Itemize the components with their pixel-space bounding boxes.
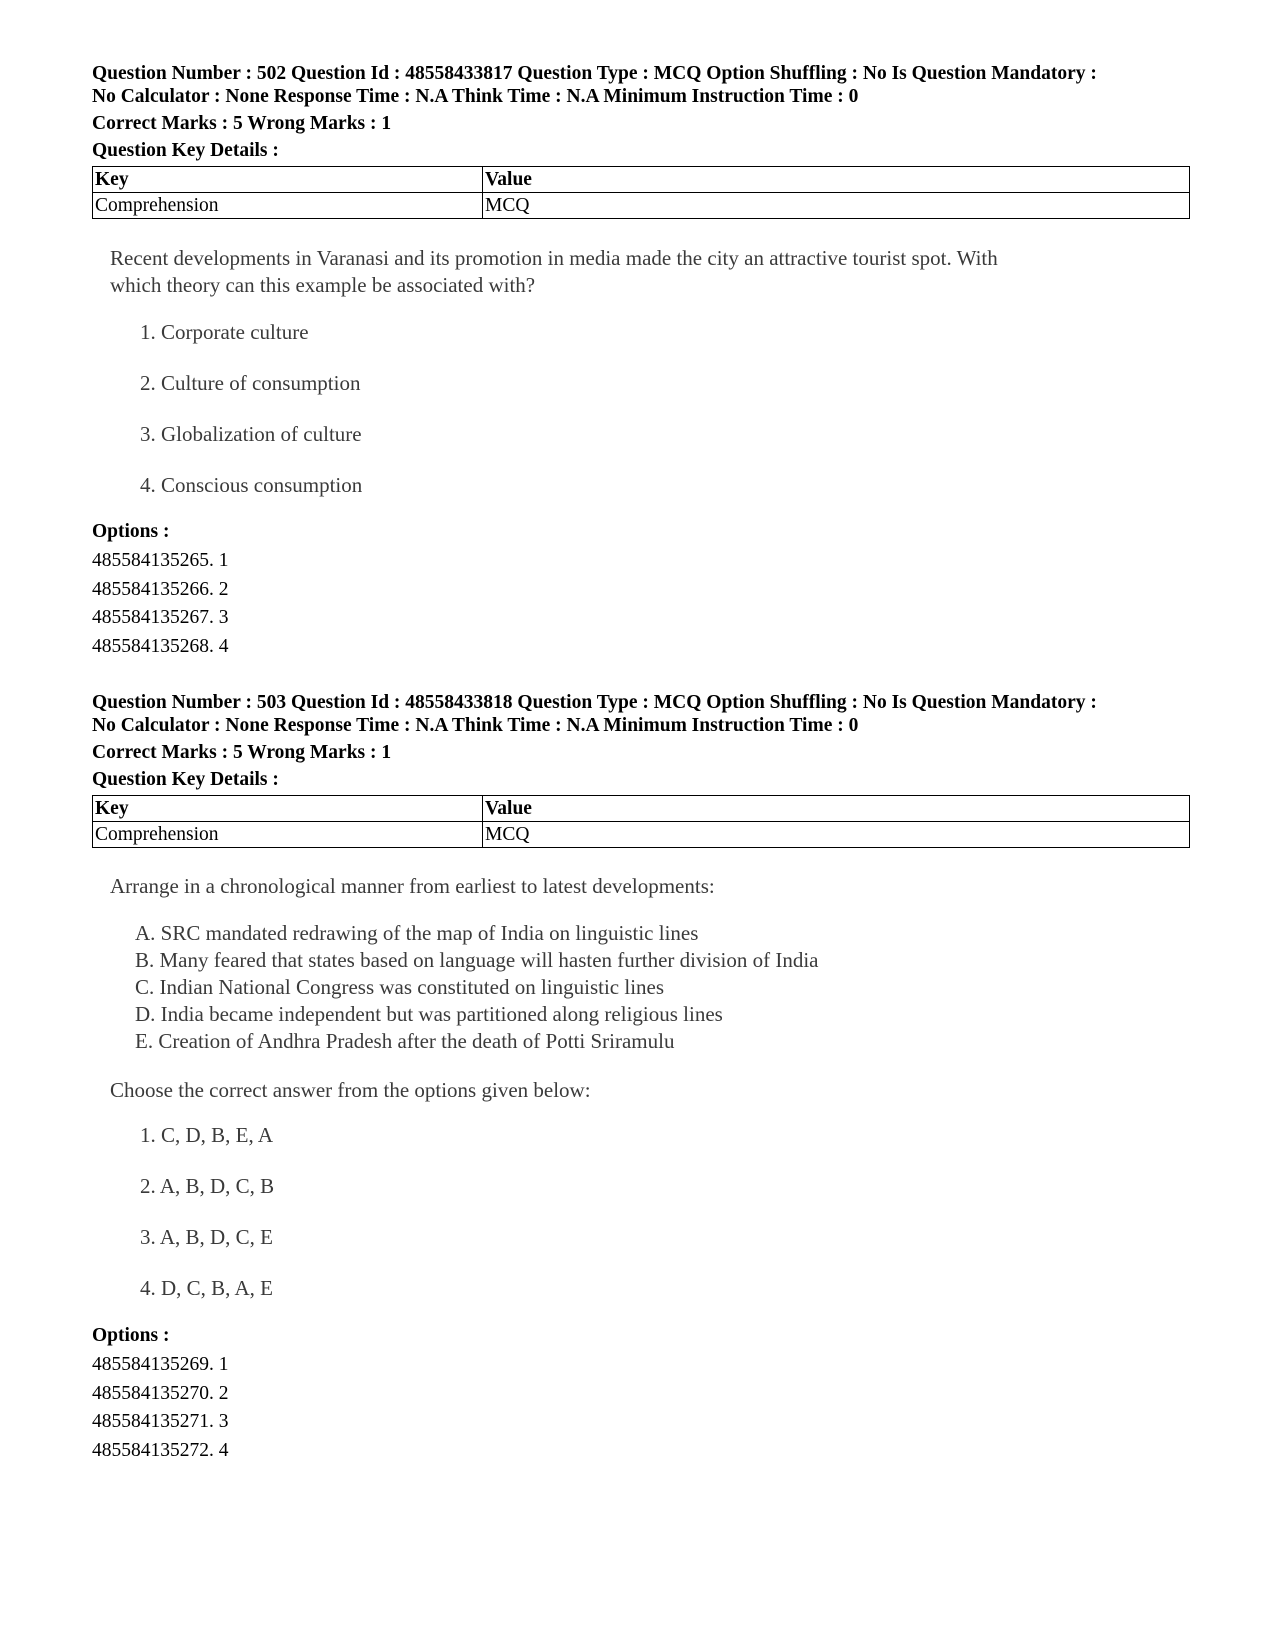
question-meta-line-1: Question Number : 503 Question Id : 48558433818 Question Type : MCQ Option Shuffling : No Is Question Mandatory :: [92, 692, 1097, 713]
question-key-details-label: Question Key Details :: [92, 140, 279, 161]
option-item: 485584135269. 1: [92, 1354, 229, 1375]
option-item: 485584135270. 2: [92, 1382, 229, 1404]
table-header-key: Key: [93, 796, 483, 822]
statement-item: E. Creation of Andhra Pradesh after the death of Potti Sriramulu: [135, 1029, 675, 1053]
choice-item: 1. C, D, B, E, A: [140, 1123, 274, 1147]
options-label: Options :: [92, 521, 170, 542]
question-text-line-1: Recent developments in Varanasi and its promotion in media made the city an attractive tourist spot. With: [110, 246, 998, 270]
option-item: 485584135268. 4: [92, 635, 229, 657]
choice-item: 3. A, B, D, C, E: [140, 1225, 274, 1249]
statement-item: C. Indian National Congress was constituted on linguistic lines: [135, 975, 665, 999]
question-503-body: [110, 873, 1170, 1313]
question-503-options: [92, 1324, 1192, 1465]
statement-item: D. India became independent but was partitioned along religious lines: [135, 1002, 723, 1026]
question-meta: [92, 62, 1192, 108]
question-text-line-2: which theory can this example be associated with?: [110, 273, 536, 297]
question-meta-line-2: No Calculator : None Response Time : N.A Think Time : N.A Minimum Instruction Time : 0: [92, 86, 859, 107]
question-502-options: [92, 520, 1192, 661]
question-key-table: [92, 166, 1190, 219]
question-502-body: [110, 245, 1170, 515]
question-meta-line-1: Question Number : 502 Question Id : 48558433817 Question Type : MCQ Option Shuffling : No Is Question Mandatory :: [92, 63, 1097, 84]
question-key-table: [92, 795, 1190, 848]
question-marks: Correct Marks : 5 Wrong Marks : 1: [92, 742, 392, 763]
choice-item: 4. Conscious consumption: [140, 473, 363, 497]
table-header-value: Value: [483, 796, 1190, 822]
question-502-header: [92, 62, 1192, 219]
option-item: 485584135267. 3: [92, 607, 229, 628]
question-503-header: [92, 691, 1192, 848]
table-header-value: Value: [483, 167, 1190, 193]
option-item: 485584135271. 3: [92, 1411, 229, 1432]
choice-item: 2. A, B, D, C, B: [140, 1174, 275, 1198]
option-item: 485584135266. 2: [92, 578, 229, 600]
table-cell-key: Comprehension: [93, 822, 483, 848]
statement-item: B. Many feared that states based on language will hasten further division of India: [135, 948, 819, 972]
choice-item: 4. D, C, B, A, E: [140, 1276, 274, 1300]
options-label: Options :: [92, 1325, 170, 1346]
table-row: [93, 193, 1190, 219]
question-instruction: Choose the correct answer from the options given below:: [110, 1078, 591, 1102]
table-cell-value: MCQ: [483, 822, 1190, 848]
question-text: Arrange in a chronological manner from earliest to latest developments:: [110, 874, 715, 898]
statement-item: A. SRC mandated redrawing of the map of India on linguistic lines: [135, 921, 699, 945]
table-header-row: [93, 167, 1190, 193]
table-header-key: Key: [93, 167, 483, 193]
question-key-details-label: Question Key Details :: [92, 769, 279, 790]
table-cell-key: Comprehension: [93, 193, 483, 219]
table-cell-value: MCQ: [483, 193, 1190, 219]
table-row: [93, 822, 1190, 848]
question-meta-line-2: No Calculator : None Response Time : N.A Think Time : N.A Minimum Instruction Time : 0: [92, 715, 859, 736]
question-marks: Correct Marks : 5 Wrong Marks : 1: [92, 113, 392, 134]
choice-item: 2. Culture of consumption: [140, 371, 361, 395]
question-meta: [92, 691, 1192, 737]
choice-item: 1. Corporate culture: [140, 320, 309, 344]
table-header-row: [93, 796, 1190, 822]
choice-item: 3. Globalization of culture: [140, 422, 362, 446]
option-item: 485584135272. 4: [92, 1439, 229, 1461]
option-item: 485584135265. 1: [92, 550, 229, 571]
